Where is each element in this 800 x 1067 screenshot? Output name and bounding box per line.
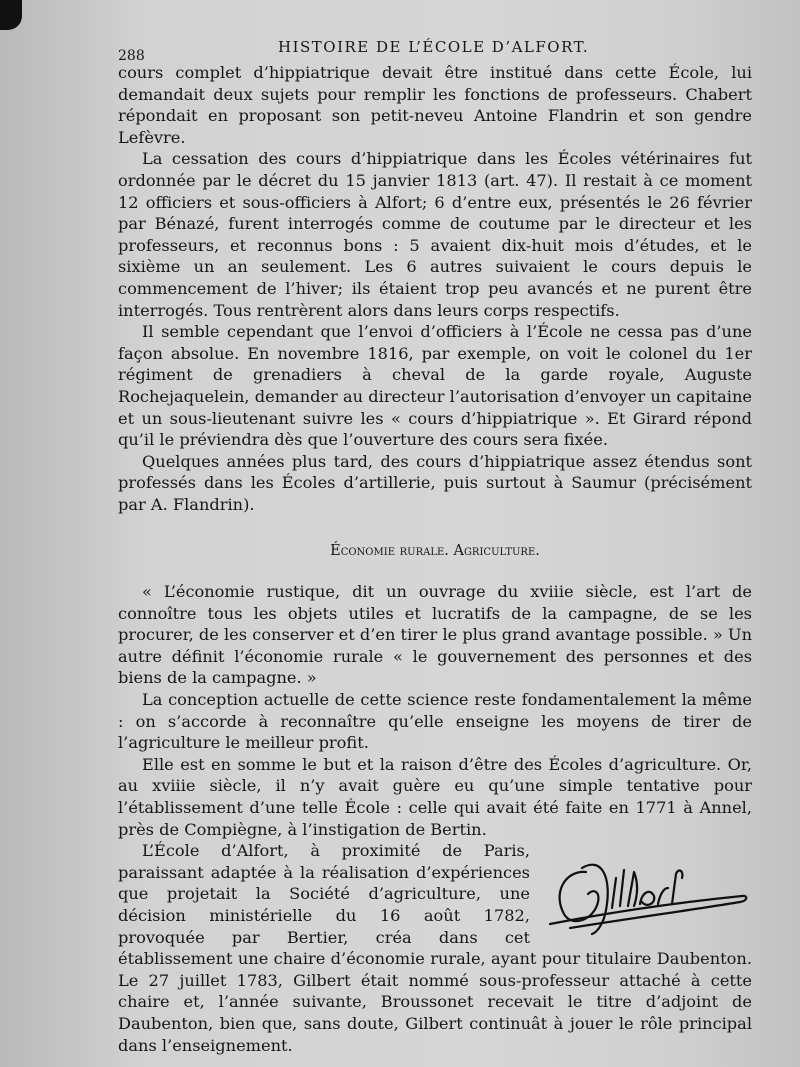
paragraph: « L’économie rustique, dit un ouvrage du xviiie siècle, est l’art de connoître tous les objets utiles et lucratifs de la campagne, de se les procurer, de les conserver et d’en tirer le plus grand avantage possible. » Un autre définit l’économie rurale « le gouvernement des personnes et des biens de la campagne. » bbox=[118, 582, 752, 688]
paragraph: Elle est en somme le but et la raison d’être des Écoles d’agriculture. Or, au xviiie siècle, il n’y avait guère eu qu’une simple tentative pour l’établissement d’une telle École : celle qui avait été faite en 1771 à Annel, près de Compiègne, à l’instigation de Bertin. bbox=[118, 754, 752, 839]
paragraph: L’École d’Alfort, à proximité de Paris, paraissant adaptée à la réalisation d’expériences que projetait la Société d’agriculture, une décision ministérielle du 16 août 1782, provoquée par Bertier, créa dans cet établissement une chaire d’économie rurale, ayant pour titulaire Daubenton. Le 27 juillet 1783, Gilbert était nommé sous-professeur attaché à cette chaire et, l’année suivante, Broussonet recevait le titre d’adjoint de Daubenton, bien que, sans doute, Gilbert continuât à jouer le rôle principal dans l’enseignement. bbox=[118, 841, 752, 1055]
paragraph: Quelques années plus tard, des cours d’hippiatrique assez étendus sont professés dans les Écoles d’artillerie, puis surtout à Saumur (précisément par A. Flandrin). bbox=[118, 451, 752, 514]
signature-icon bbox=[542, 848, 752, 936]
paragraph: cours complet d’hippiatrique devait être institué dans cette École, lui demandait deux sujets pour remplir les fonctions de professeurs. Chabert répondait en proposant son petit-neveu Antoine Flandrin et son gendre Lefèvre. bbox=[118, 63, 752, 147]
gilbert-signature bbox=[542, 848, 752, 936]
page-corner-shadow bbox=[0, 0, 22, 30]
paragraph: La cessation des cours d’hippiatrique dans les Écoles vétérinaires fut ordonnée par le décret du 15 janvier 1813 (art. 47). Il restait à ce moment 12 officiers et sous-officiers à Alfort; 6 d’entre eux, présentés le 26 février par Bénazé, furent interrogés comme de coutume par le directeur et les professeurs, et reconnus bons : 5 avaient dix-huit mois d’études, et le sixième un an seulement. Les 6 autres suivaient le cours depuis le commencement de l’hiver; ils étaient trop peu avancés et ne purent être interrogés. Tous rentrèrent alors dans leurs corps respectifs. bbox=[118, 149, 752, 320]
page-header bbox=[118, 38, 758, 62]
paragraph: La conception actuelle de cette science reste fondamentalement la même : on s’accorde à reconnaître qu’elle enseigne les moyens de tirer de l’agriculture le meilleur profit. bbox=[118, 690, 752, 753]
page-number: 288 bbox=[118, 48, 145, 64]
section-heading: Économie rurale. Agriculture. bbox=[330, 543, 540, 560]
body-text bbox=[118, 62, 752, 1056]
running-title: HISTOIRE DE L’ÉCOLE D’ALFORT. bbox=[278, 38, 590, 56]
paragraph: Il semble cependant que l’envoi d’officiers à l’École ne cessa pas d’une façon absolue. En novembre 1816, par exemple, on voit le colonel du 1er régiment de grenadiers à cheval de la garde royale, Auguste Rochejaquelein, demander au directeur l’autorisation d’envoyer un capitaine et un sous-lieutenant suivre les « cours d’hippiatrique ». Et Girard répond qu’il le préviendra dès que l’ouverture des cours sera fixée. bbox=[118, 322, 752, 450]
